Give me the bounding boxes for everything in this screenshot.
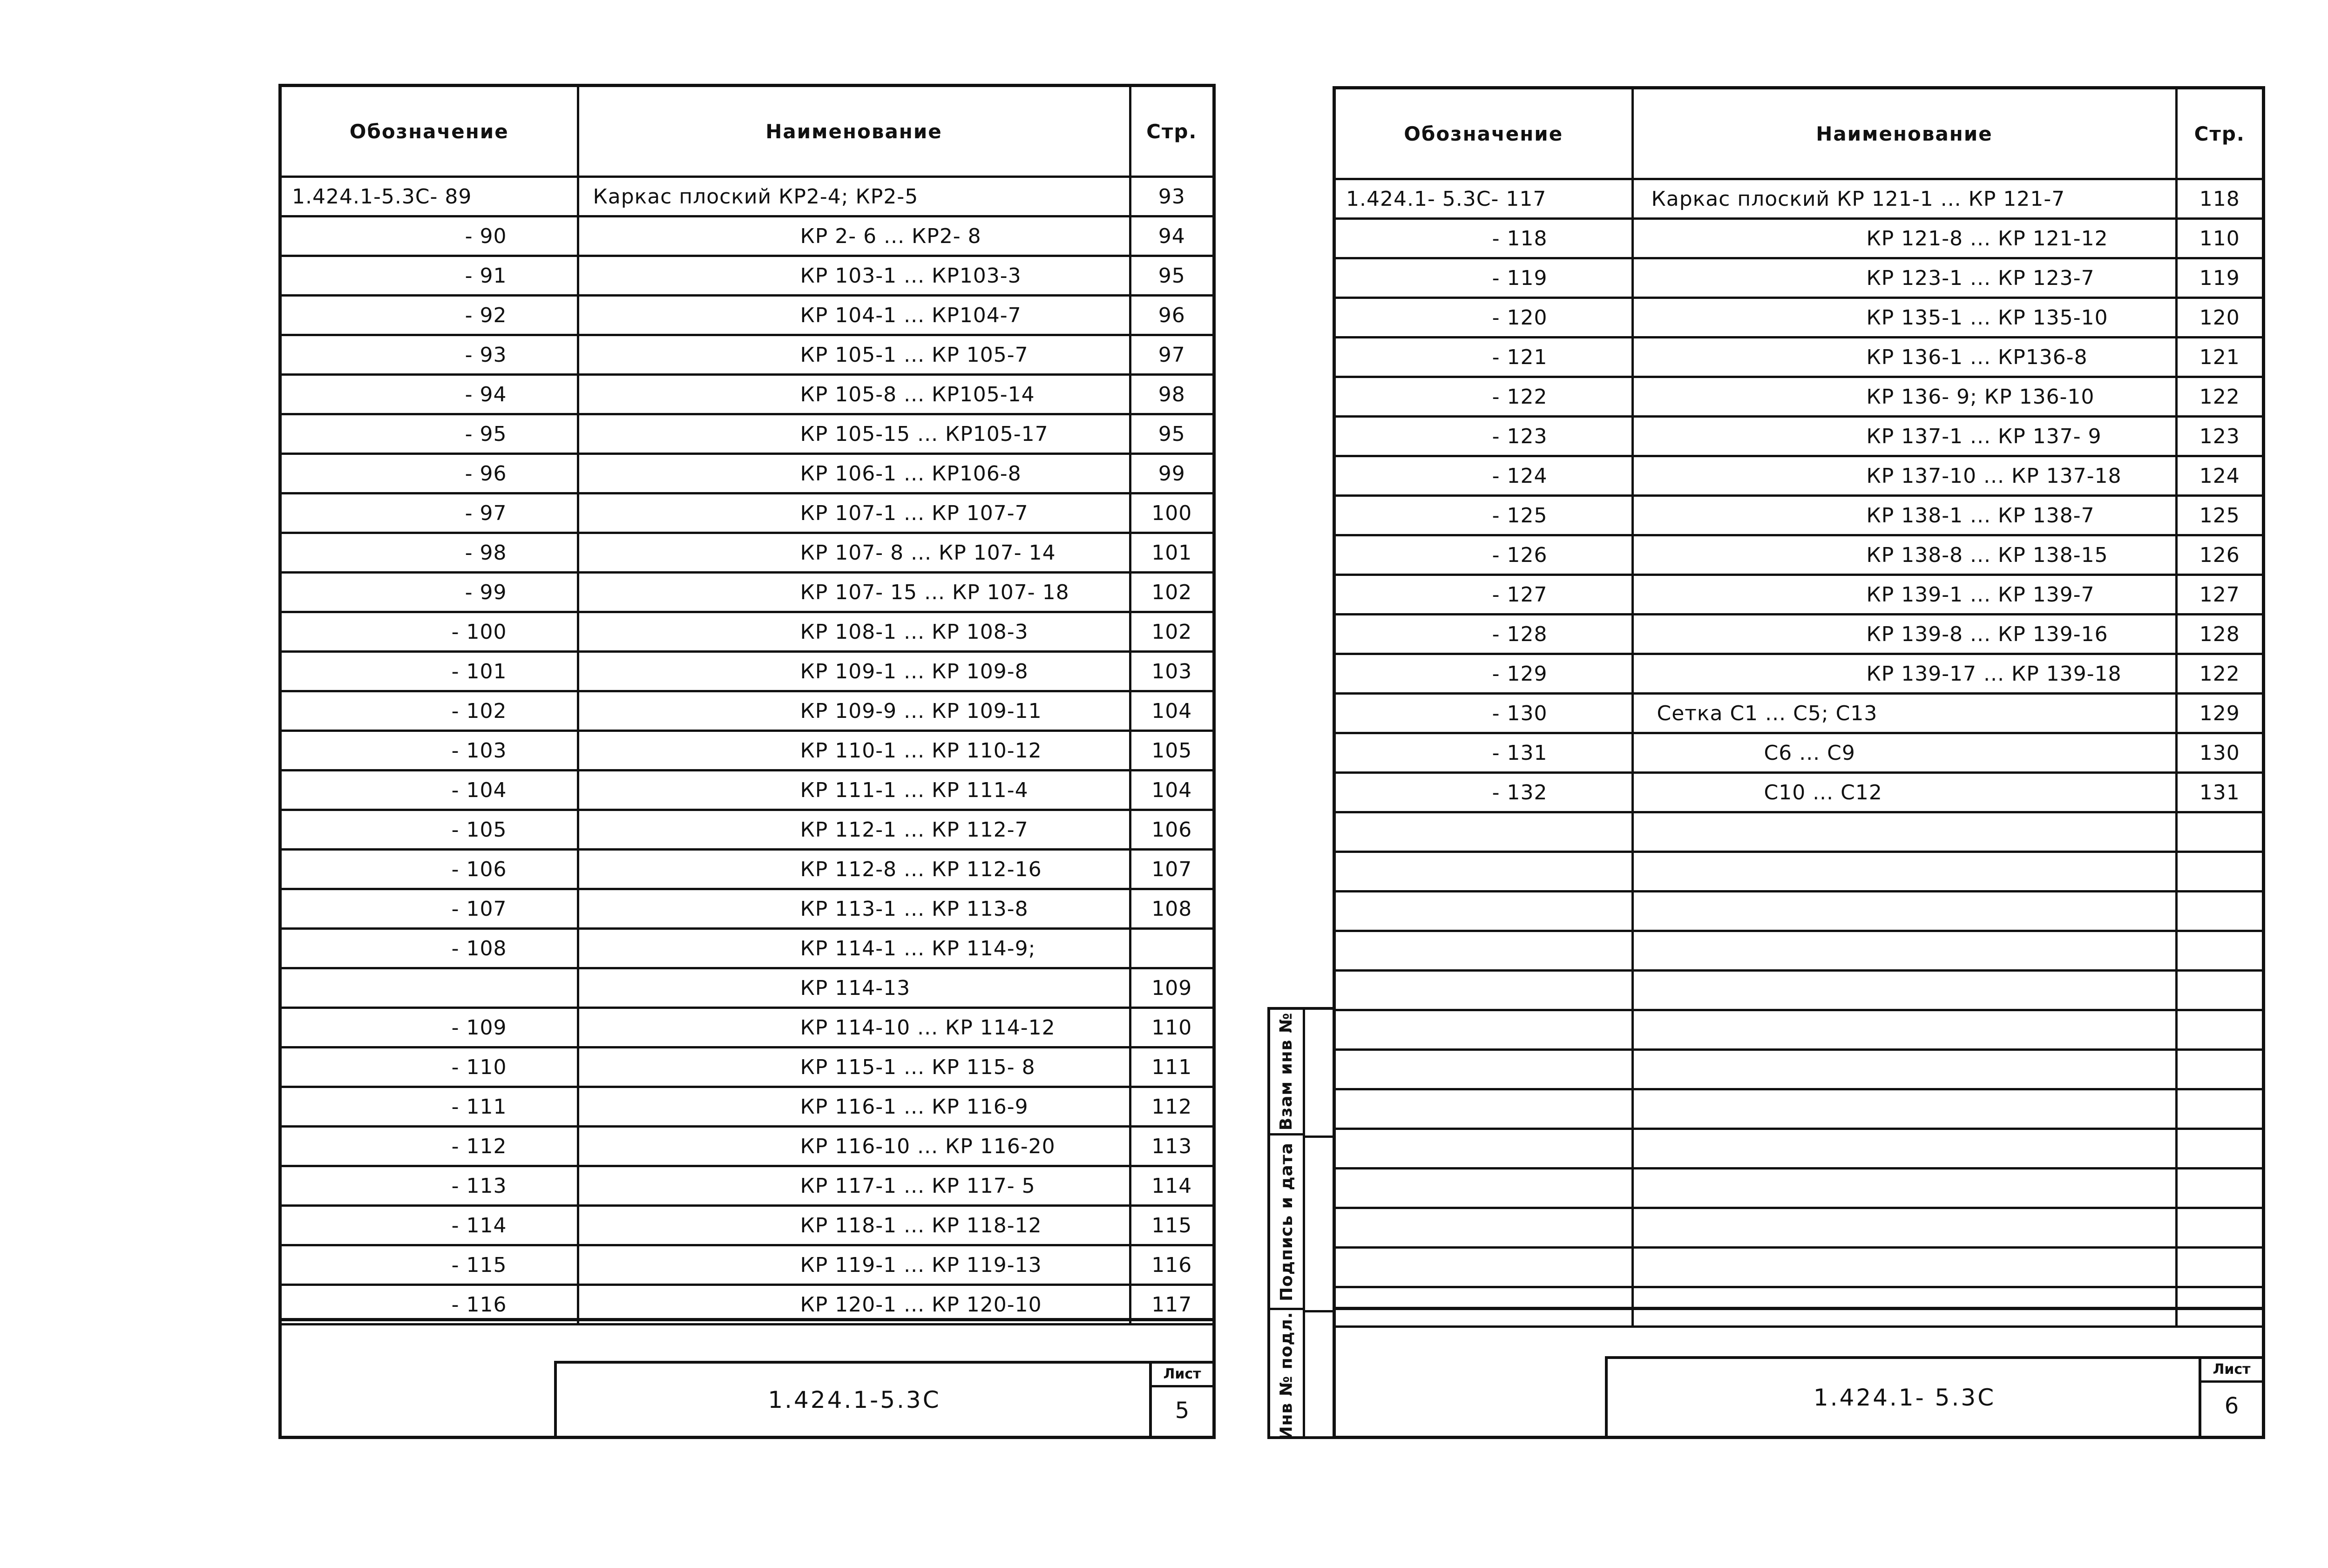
table-row bbox=[282, 1166, 1212, 1206]
inv-original-cell bbox=[1270, 1310, 1303, 1442]
table-row bbox=[282, 1008, 1212, 1048]
designation-cell bbox=[1336, 1208, 1632, 1248]
name-cell bbox=[1632, 1010, 2176, 1050]
table-row bbox=[282, 256, 1212, 296]
designation-cell: - 112 bbox=[282, 1127, 578, 1166]
table-row bbox=[282, 216, 1212, 256]
table-row bbox=[282, 573, 1212, 612]
table-row bbox=[282, 810, 1212, 850]
name-cell: КР 111-1 ... КР 111-4 bbox=[578, 770, 1130, 810]
designation-cell bbox=[1336, 892, 1632, 931]
designation-cell: 1.424.1- 5.3С- 117 bbox=[1336, 179, 1632, 219]
designation-cell: - 125 bbox=[1336, 496, 1632, 535]
name-cell bbox=[1632, 1089, 2176, 1129]
page-cell: 118 bbox=[2176, 179, 2262, 219]
table-row bbox=[1336, 773, 2262, 812]
document-code: 1.424.1- 5.3С bbox=[1813, 1384, 1996, 1411]
page-cell: 117 bbox=[1130, 1285, 1212, 1325]
table-row bbox=[1336, 219, 2262, 258]
designation-cell: - 94 bbox=[282, 375, 578, 414]
name-cell bbox=[1632, 1129, 2176, 1169]
name-cell: КР 116-1 ... КР 116-9 bbox=[578, 1087, 1130, 1127]
page-cell: 126 bbox=[2176, 535, 2262, 575]
designation-cell: - 103 bbox=[282, 731, 578, 770]
name-cell bbox=[1632, 1208, 2176, 1248]
table-row bbox=[282, 375, 1212, 414]
page-cell bbox=[2176, 892, 2262, 931]
name-cell: КР 138-8 ... КР 138-15 bbox=[1632, 535, 2176, 575]
inv-replace-label: Взам инв № bbox=[1277, 1012, 1296, 1131]
title-block-left bbox=[282, 1318, 1212, 1436]
name-cell: КР 139-1 ... КР 139-7 bbox=[1632, 575, 2176, 615]
name-cell: КР 115-1 ... КР 115- 8 bbox=[578, 1048, 1130, 1087]
designation-cell: - 127 bbox=[1336, 575, 1632, 615]
sign-date-label: Подпись и дата bbox=[1277, 1142, 1296, 1301]
designation-cell: - 106 bbox=[282, 850, 578, 889]
sheet-number: 6 bbox=[2224, 1393, 2239, 1419]
page-cell: 129 bbox=[2176, 694, 2262, 733]
table-row bbox=[1336, 496, 2262, 535]
table-row bbox=[282, 1206, 1212, 1245]
page-cell: 114 bbox=[1130, 1166, 1212, 1206]
designation-cell bbox=[1336, 971, 1632, 1010]
page-cell: 112 bbox=[1130, 1087, 1212, 1127]
page-cell: 102 bbox=[1130, 612, 1212, 652]
register-sheet-right bbox=[1333, 86, 2265, 1439]
header-name: Наименование bbox=[578, 87, 1130, 177]
name-cell: КР 112-8 ... КР 112-16 bbox=[578, 850, 1130, 889]
designation-cell: - 97 bbox=[282, 493, 578, 533]
designation-cell: - 104 bbox=[282, 770, 578, 810]
table-row bbox=[1336, 377, 2262, 417]
name-cell: КР 123-1 ... КР 123-7 bbox=[1632, 258, 2176, 298]
designation-cell: - 108 bbox=[282, 929, 578, 968]
page-cell: 95 bbox=[1130, 414, 1212, 454]
header-page: Стр. bbox=[1130, 87, 1212, 177]
name-cell: КР 116-10 ... КР 116-20 bbox=[578, 1127, 1130, 1166]
table-row bbox=[1336, 338, 2262, 377]
designation-cell: - 124 bbox=[1336, 456, 1632, 496]
page-cell: 110 bbox=[2176, 219, 2262, 258]
name-cell bbox=[1632, 1248, 2176, 1287]
sheet-cell bbox=[2199, 1359, 2262, 1436]
table-row bbox=[1336, 456, 2262, 496]
designation-cell: - 122 bbox=[1336, 377, 1632, 417]
name-cell: КР 114-10 ... КР 114-12 bbox=[578, 1008, 1130, 1048]
page-cell bbox=[2176, 931, 2262, 971]
table-row bbox=[1336, 892, 2262, 931]
designation-cell bbox=[1336, 1129, 1632, 1169]
page-cell: 111 bbox=[1130, 1048, 1212, 1087]
stamp-right bbox=[1605, 1356, 2262, 1436]
side-stamp-divider bbox=[1303, 1135, 1333, 1138]
page-cell: 97 bbox=[1130, 335, 1212, 375]
table-row bbox=[282, 652, 1212, 691]
table-row bbox=[282, 1127, 1212, 1166]
page-cell bbox=[1130, 929, 1212, 968]
name-cell: КР 107-1 ... КР 107-7 bbox=[578, 493, 1130, 533]
page-cell: 104 bbox=[1130, 770, 1212, 810]
header-page: Стр. bbox=[2176, 89, 2262, 179]
page-cell: 130 bbox=[2176, 733, 2262, 773]
designation-cell bbox=[1336, 812, 1632, 852]
name-cell: КР 104-1 ... КР104-7 bbox=[578, 296, 1130, 335]
table-row bbox=[1336, 1010, 2262, 1050]
name-cell bbox=[1632, 971, 2176, 1010]
table-row bbox=[1336, 1050, 2262, 1089]
name-cell: КР 108-1 ... КР 108-3 bbox=[578, 612, 1130, 652]
sheet-number: 5 bbox=[1175, 1398, 1190, 1424]
designation-cell: - 93 bbox=[282, 335, 578, 375]
page-cell: 115 bbox=[1130, 1206, 1212, 1245]
designation-cell bbox=[1336, 1050, 1632, 1089]
page-cell: 124 bbox=[2176, 456, 2262, 496]
register-sheet-left bbox=[278, 84, 1216, 1439]
name-cell: КР 135-1 ... КР 135-10 bbox=[1632, 298, 2176, 338]
designation-cell: - 98 bbox=[282, 533, 578, 573]
table-row bbox=[282, 691, 1212, 731]
table-row bbox=[282, 454, 1212, 493]
stamp-left bbox=[554, 1361, 1212, 1436]
document-code: 1.424.1-5.3С bbox=[768, 1386, 941, 1413]
name-cell: КР 112-1 ... КР 112-7 bbox=[578, 810, 1130, 850]
designation-cell: - 107 bbox=[282, 889, 578, 929]
side-stamp-divider bbox=[1303, 1310, 1333, 1312]
designation-cell: - 102 bbox=[282, 691, 578, 731]
name-cell: КР 103-1 ... КР103-3 bbox=[578, 256, 1130, 296]
designation-cell: - 129 bbox=[1336, 654, 1632, 694]
designation-cell: - 95 bbox=[282, 414, 578, 454]
table-row bbox=[282, 770, 1212, 810]
name-cell: КР 136- 9; КР 136-10 bbox=[1632, 377, 2176, 417]
name-cell bbox=[1632, 892, 2176, 931]
name-cell: КР 107- 15 ... КР 107- 18 bbox=[578, 573, 1130, 612]
designation-cell: - 132 bbox=[1336, 773, 1632, 812]
name-cell: КР 137-10 ... КР 137-18 bbox=[1632, 456, 2176, 496]
name-cell bbox=[1632, 1169, 2176, 1208]
inv-original-label: Инв № подл. bbox=[1277, 1311, 1296, 1440]
designation-cell: - 99 bbox=[282, 573, 578, 612]
page-cell: 110 bbox=[1130, 1008, 1212, 1048]
table-row bbox=[1336, 1129, 2262, 1169]
table-row bbox=[282, 414, 1212, 454]
designation-cell: - 109 bbox=[282, 1008, 578, 1048]
name-cell: Сетка С1 ... С5; С13 bbox=[1632, 694, 2176, 733]
page-cell bbox=[2176, 1169, 2262, 1208]
table-row bbox=[1336, 931, 2262, 971]
designation-cell: - 119 bbox=[1336, 258, 1632, 298]
header-designation: Обозначение bbox=[282, 87, 578, 177]
table-header-row bbox=[282, 87, 1212, 177]
inv-replace-cell bbox=[1270, 1010, 1303, 1135]
table-row bbox=[282, 968, 1212, 1008]
register-body-right bbox=[1336, 179, 2262, 1327]
table-row bbox=[1336, 298, 2262, 338]
table-row bbox=[282, 296, 1212, 335]
table-row bbox=[1336, 1248, 2262, 1287]
designation-cell: - 111 bbox=[282, 1087, 578, 1127]
register-table-left bbox=[282, 87, 1212, 1325]
sheet-label: Лист bbox=[1152, 1364, 1212, 1387]
name-cell: КР 137-1 ... КР 137- 9 bbox=[1632, 417, 2176, 456]
table-row bbox=[1336, 733, 2262, 773]
name-cell: КР 105-1 ... КР 105-7 bbox=[578, 335, 1130, 375]
page-cell bbox=[2176, 852, 2262, 892]
page-cell bbox=[2176, 812, 2262, 852]
page-cell: 104 bbox=[1130, 691, 1212, 731]
designation-cell bbox=[1336, 1248, 1632, 1287]
page-cell: 119 bbox=[2176, 258, 2262, 298]
header-name: Наименование bbox=[1632, 89, 2176, 179]
name-cell: КР 110-1 ... КР 110-12 bbox=[578, 731, 1130, 770]
table-row bbox=[1336, 575, 2262, 615]
page-cell: 121 bbox=[2176, 338, 2262, 377]
name-cell: КР 118-1 ... КР 118-12 bbox=[578, 1206, 1130, 1245]
page-cell: 123 bbox=[2176, 417, 2262, 456]
designation-cell bbox=[1336, 852, 1632, 892]
table-row bbox=[1336, 179, 2262, 219]
name-cell: КР 105-8 ... КР105-14 bbox=[578, 375, 1130, 414]
designation-cell: - 123 bbox=[1336, 417, 1632, 456]
designation-cell bbox=[1336, 1169, 1632, 1208]
designation-cell: - 96 bbox=[282, 454, 578, 493]
name-cell: С6 ... С9 bbox=[1632, 733, 2176, 773]
name-cell: КР 120-1 ... КР 120-10 bbox=[578, 1285, 1130, 1325]
page-cell: 95 bbox=[1130, 256, 1212, 296]
page-cell: 94 bbox=[1130, 216, 1212, 256]
designation-cell: - 115 bbox=[282, 1245, 578, 1285]
designation-cell: 1.424.1-5.3С- 89 bbox=[282, 177, 578, 216]
name-cell: КР 114-13 bbox=[578, 968, 1130, 1008]
name-cell: КР 113-1 ... КР 113-8 bbox=[578, 889, 1130, 929]
table-row bbox=[1336, 1089, 2262, 1129]
name-cell: КР 121-8 ... КР 121-12 bbox=[1632, 219, 2176, 258]
page-cell bbox=[2176, 1089, 2262, 1129]
sheet-cell bbox=[1149, 1364, 1212, 1436]
name-cell: Каркас плоский КР2-4; КР2-5 bbox=[578, 177, 1130, 216]
table-row bbox=[282, 1048, 1212, 1087]
page-cell: 96 bbox=[1130, 296, 1212, 335]
table-row bbox=[1336, 654, 2262, 694]
table-row bbox=[1336, 535, 2262, 575]
designation-cell: - 116 bbox=[282, 1285, 578, 1325]
sign-date-cell bbox=[1270, 1135, 1303, 1310]
page-cell: 101 bbox=[1130, 533, 1212, 573]
designation-cell: - 126 bbox=[1336, 535, 1632, 575]
name-cell: КР 119-1 ... КР 119-13 bbox=[578, 1245, 1130, 1285]
page-cell: 102 bbox=[1130, 573, 1212, 612]
page-cell bbox=[2176, 1129, 2262, 1169]
table-row bbox=[282, 335, 1212, 375]
table-row bbox=[1336, 615, 2262, 654]
designation-cell bbox=[1336, 1089, 1632, 1129]
table-row bbox=[282, 889, 1212, 929]
designation-cell: - 90 bbox=[282, 216, 578, 256]
page-cell: 103 bbox=[1130, 652, 1212, 691]
designation-cell: - 100 bbox=[282, 612, 578, 652]
register-body-left bbox=[282, 177, 1212, 1325]
header-designation: Обозначение bbox=[1336, 89, 1632, 179]
page-cell: 131 bbox=[2176, 773, 2262, 812]
table-header-row bbox=[1336, 89, 2262, 179]
table-row bbox=[1336, 1169, 2262, 1208]
table-row bbox=[1336, 417, 2262, 456]
page-cell bbox=[2176, 1208, 2262, 1248]
name-cell bbox=[1632, 931, 2176, 971]
name-cell: КР 105-15 ... КР105-17 bbox=[578, 414, 1130, 454]
page-cell bbox=[2176, 971, 2262, 1010]
side-stamp-strip bbox=[1270, 1010, 1305, 1440]
page-cell: 99 bbox=[1130, 454, 1212, 493]
page-cell bbox=[2176, 1248, 2262, 1287]
designation-cell bbox=[1336, 1010, 1632, 1050]
title-block-right bbox=[1336, 1307, 2262, 1436]
page-cell: 109 bbox=[1130, 968, 1212, 1008]
table-row bbox=[1336, 812, 2262, 852]
table-row bbox=[282, 493, 1212, 533]
name-cell bbox=[1632, 1050, 2176, 1089]
table-row bbox=[1336, 1208, 2262, 1248]
register-table-right bbox=[1336, 89, 2262, 1328]
designation-cell: - 113 bbox=[282, 1166, 578, 1206]
page-cell: 122 bbox=[2176, 377, 2262, 417]
designation-cell: - 105 bbox=[282, 810, 578, 850]
designation-cell: - 120 bbox=[1336, 298, 1632, 338]
name-cell: КР 139-17 ... КР 139-18 bbox=[1632, 654, 2176, 694]
page-cell bbox=[2176, 1050, 2262, 1089]
designation-cell: - 131 bbox=[1336, 733, 1632, 773]
designation-cell: - 91 bbox=[282, 256, 578, 296]
table-row bbox=[282, 612, 1212, 652]
table-row bbox=[282, 177, 1212, 216]
side-stamp bbox=[1267, 1007, 1333, 1439]
designation-cell: - 110 bbox=[282, 1048, 578, 1087]
page-cell: 122 bbox=[2176, 654, 2262, 694]
table-row bbox=[1336, 971, 2262, 1010]
designation-cell: - 114 bbox=[282, 1206, 578, 1245]
table-row bbox=[282, 533, 1212, 573]
page-cell: 105 bbox=[1130, 731, 1212, 770]
table-row bbox=[282, 929, 1212, 968]
designation-cell bbox=[282, 968, 578, 1008]
page-cell: 93 bbox=[1130, 177, 1212, 216]
table-row bbox=[1336, 694, 2262, 733]
sheet-label: Лист bbox=[2201, 1359, 2262, 1383]
table-row bbox=[1336, 852, 2262, 892]
name-cell: КР 117-1 ... КР 117- 5 bbox=[578, 1166, 1130, 1206]
page-cell: 113 bbox=[1130, 1127, 1212, 1166]
name-cell: КР 114-1 ... КР 114-9; bbox=[578, 929, 1130, 968]
table-row bbox=[282, 731, 1212, 770]
page-cell: 116 bbox=[1130, 1245, 1212, 1285]
name-cell: КР 139-8 ... КР 139-16 bbox=[1632, 615, 2176, 654]
designation-cell: - 130 bbox=[1336, 694, 1632, 733]
name-cell: КР 106-1 ... КР106-8 bbox=[578, 454, 1130, 493]
designation-cell: - 101 bbox=[282, 652, 578, 691]
name-cell: КР 2- 6 ... КР2- 8 bbox=[578, 216, 1130, 256]
page-cell: 98 bbox=[1130, 375, 1212, 414]
page-cell: 127 bbox=[2176, 575, 2262, 615]
page-cell: 108 bbox=[1130, 889, 1212, 929]
page-cell: 107 bbox=[1130, 850, 1212, 889]
table-row bbox=[282, 1245, 1212, 1285]
table-row bbox=[282, 1087, 1212, 1127]
name-cell: КР 109-9 ... КР 109-11 bbox=[578, 691, 1130, 731]
page-cell bbox=[2176, 1010, 2262, 1050]
page-cell: 120 bbox=[2176, 298, 2262, 338]
name-cell: КР 136-1 ... КР136-8 bbox=[1632, 338, 2176, 377]
page-cell: 128 bbox=[2176, 615, 2262, 654]
table-row bbox=[282, 850, 1212, 889]
designation-cell bbox=[1336, 931, 1632, 971]
designation-cell: - 128 bbox=[1336, 615, 1632, 654]
table-row bbox=[1336, 258, 2262, 298]
name-cell bbox=[1632, 852, 2176, 892]
name-cell: КР 138-1 ... КР 138-7 bbox=[1632, 496, 2176, 535]
name-cell: КР 107- 8 ... КР 107- 14 bbox=[578, 533, 1130, 573]
page-cell: 106 bbox=[1130, 810, 1212, 850]
name-cell bbox=[1632, 812, 2176, 852]
designation-cell: - 92 bbox=[282, 296, 578, 335]
page-cell: 125 bbox=[2176, 496, 2262, 535]
name-cell: КР 109-1 ... КР 109-8 bbox=[578, 652, 1130, 691]
designation-cell: - 118 bbox=[1336, 219, 1632, 258]
page-cell: 100 bbox=[1130, 493, 1212, 533]
name-cell: Каркас плоский КР 121-1 ... КР 121-7 bbox=[1632, 179, 2176, 219]
designation-cell: - 121 bbox=[1336, 338, 1632, 377]
name-cell: С10 ... С12 bbox=[1632, 773, 2176, 812]
